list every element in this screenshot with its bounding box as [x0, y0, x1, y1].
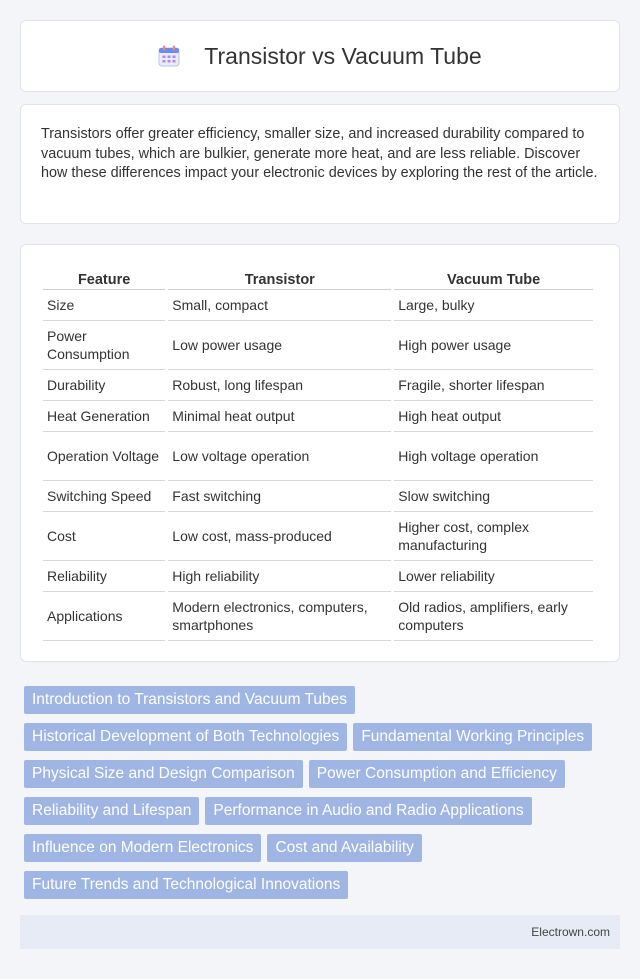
table-row — [43, 401, 593, 432]
cell-transistor: Robust, long lifespan — [168, 370, 391, 401]
cell-vacuum-tube: High voltage operation — [394, 432, 593, 481]
cell-transistor: Modern electronics, computers, smartphones — [168, 592, 391, 641]
topic-link[interactable]: Cost and Availability — [267, 834, 421, 862]
cell-feature: Size — [43, 290, 165, 321]
cell-transistor: Minimal heat output — [168, 401, 391, 432]
cell-vacuum-tube: Lower reliability — [394, 561, 593, 592]
table-row — [43, 592, 593, 641]
topic-link[interactable]: Introduction to Transistors and Vacuum Tubes — [24, 686, 355, 714]
table-row — [43, 290, 593, 321]
cell-transistor: Small, compact — [168, 290, 391, 321]
cell-vacuum-tube: Fragile, shorter lifespan — [394, 370, 593, 401]
calendar-icon — [158, 45, 180, 67]
topic-link[interactable]: Physical Size and Design Comparison — [24, 760, 303, 788]
header-transistor: Transistor — [168, 265, 391, 290]
table-header-row — [43, 265, 593, 290]
table-row — [43, 512, 593, 561]
intro-card — [20, 104, 620, 224]
cell-feature: Power Consumption — [43, 321, 165, 370]
cell-vacuum-tube: High heat output — [394, 401, 593, 432]
page-title: Transistor vs Vacuum Tube — [204, 42, 482, 69]
topic-link[interactable]: Power Consumption and Efficiency — [309, 760, 565, 788]
cell-transistor: Fast switching — [168, 481, 391, 512]
comparison-table-card — [20, 244, 620, 662]
cell-vacuum-tube: Old radios, amplifiers, early computers — [394, 592, 593, 641]
cell-feature: Applications — [43, 592, 165, 641]
table-row — [43, 561, 593, 592]
cell-transistor: Low voltage operation — [168, 432, 391, 481]
table-row — [43, 370, 593, 401]
comparison-table — [40, 265, 596, 641]
table-row — [43, 432, 593, 481]
topic-link[interactable]: Fundamental Working Principles — [353, 723, 592, 751]
cell-vacuum-tube: Slow switching — [394, 481, 593, 512]
cell-transistor: High reliability — [168, 561, 391, 592]
topic-link[interactable]: Reliability and Lifespan — [24, 797, 199, 825]
cell-feature: Reliability — [43, 561, 165, 592]
cell-vacuum-tube: Large, bulky — [394, 290, 593, 321]
intro-text: Transistors offer greater efficiency, smaller size, and increased durability compared to vacuum tubes, which are bulkier, generate more heat, and are less reliable. Discover how these differences impact your electronic devices by exploring the rest of the article. — [41, 126, 598, 181]
cell-feature: Cost — [43, 512, 165, 561]
cell-vacuum-tube: High power usage — [394, 321, 593, 370]
table-row — [43, 321, 593, 370]
footer — [20, 915, 620, 949]
cell-feature: Durability — [43, 370, 165, 401]
header-card — [20, 20, 620, 92]
table-row — [43, 481, 593, 512]
header-feature: Feature — [43, 265, 165, 290]
related-topics — [24, 686, 620, 899]
cell-transistor: Low cost, mass-produced — [168, 512, 391, 561]
topic-link[interactable]: Influence on Modern Electronics — [24, 834, 261, 862]
header-vacuum-tube: Vacuum Tube — [394, 265, 593, 290]
cell-feature: Operation Voltage — [43, 432, 165, 481]
cell-vacuum-tube: Higher cost, complex manufacturing — [394, 512, 593, 561]
footer-brand: Electrown.com — [531, 925, 610, 939]
cell-feature: Switching Speed — [43, 481, 165, 512]
topic-link[interactable]: Historical Development of Both Technologies — [24, 723, 347, 751]
cell-feature: Heat Generation — [43, 401, 165, 432]
cell-transistor: Low power usage — [168, 321, 391, 370]
topic-link[interactable]: Performance in Audio and Radio Applications — [205, 797, 531, 825]
topic-link[interactable]: Future Trends and Technological Innovations — [24, 871, 348, 899]
